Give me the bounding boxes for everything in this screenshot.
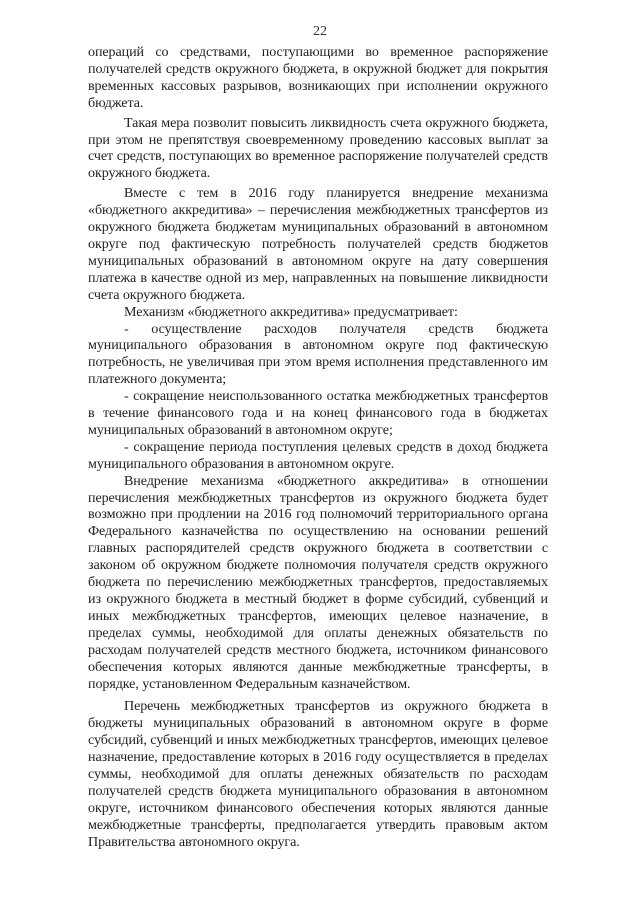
paragraph-budget-letter-of-credit: Вместе с тем в 2016 году планируется внедрение механизма «бюджетного аккредитива» – перечисления межбюджетных трансфертов из окружного бюджета бюджетам муниципальных образований в автономном округе под фактическую потребность получателей средств бюджетов муниципальных образований в автономном округе на дату совершения платежа в качестве одной из мер, направленных на повышение ликвидности счета окружного бюджета.	[88, 185, 548, 303]
list-item-period-reduction: - сокращение периода поступления целевых средств в доход бюджета муниципального образования в автономном округе.	[88, 438, 548, 472]
paragraph-transfer-list: Перечень межбюджетных трансфертов из окружного бюджета в бюджеты муниципальных образований в автономном округе в форме субсидий, субвенций и иных межбюджетных трансфертов, имеющих целевое назначение, предоставление которых в 2016 году осуществляется в пределах суммы, необходимой для оплаты денежных обязательств по расходам получателей средств бюджета муниципального образования в автономном округе, источником финансового обеспечения которых являются данные межбюджетные трансферты, предполагается утвердить правовым актом Правительства автономного округа.	[88, 698, 548, 850]
paragraph-mechanism-intro: Механизм «бюджетного аккредитива» предусматривает:	[124, 303, 458, 320]
document-body	[88, 44, 548, 851]
paragraph-liquidity: Такая мера позволит повысить ликвидность счета окружного бюджета, при этом не препятствуя своевременному проведению кассовых выплат за счет средств, поступающих во временное распоряжение получателей средств окружного бюджета.	[88, 114, 548, 182]
page-number: 22	[313, 24, 327, 39]
paragraph-implementation: Внедрение механизма «бюджетного аккредитива» в отношении перечисления межбюджетных трансфертов из окружного бюджета будет возможно при продлении на 2016 год полномочий территориального органа Федерального казначейства по осуществлению на основании решений главных распорядителей средств окружного бюджета в соответствии с законом об окружном бюджете полномочия получателя средств окружного бюджета по перечислению межбюджетных трансфертов, предоставляемых из окружного бюджета в местный бюджет в форме субсидий, субвенций и иных межбюджетных трансфертов, имеющих целевое назначение, в пределах суммы, необходимой для оплаты денежных обязательств по расходам получателей средств местного бюджета, источником финансового обеспечения которых являются данные межбюджетные трансферты, в порядке, установленном Федеральным казначейством.	[88, 472, 548, 692]
paragraph-continuation: операций со средствами, поступающими во временное распоряжение получателей средств окружного бюджета, в окружной бюджет для покрытия временных кассовых разрывов, возникающих при исполнении окружного бюджета.	[88, 44, 548, 111]
list-item-unused-balance: - сокращение неиспользованного остатка межбюджетных трансфертов в течение финансового года и на конец финансового года в бюджетах муниципальных образований в автономном округе;	[88, 388, 548, 438]
list-item-expenses: - осуществление расходов получателя средств бюджета муниципального образования в автономном округе под фактическую потребность, не увеличивая при этом время исполнения представленного им платежного документа;	[88, 320, 548, 388]
